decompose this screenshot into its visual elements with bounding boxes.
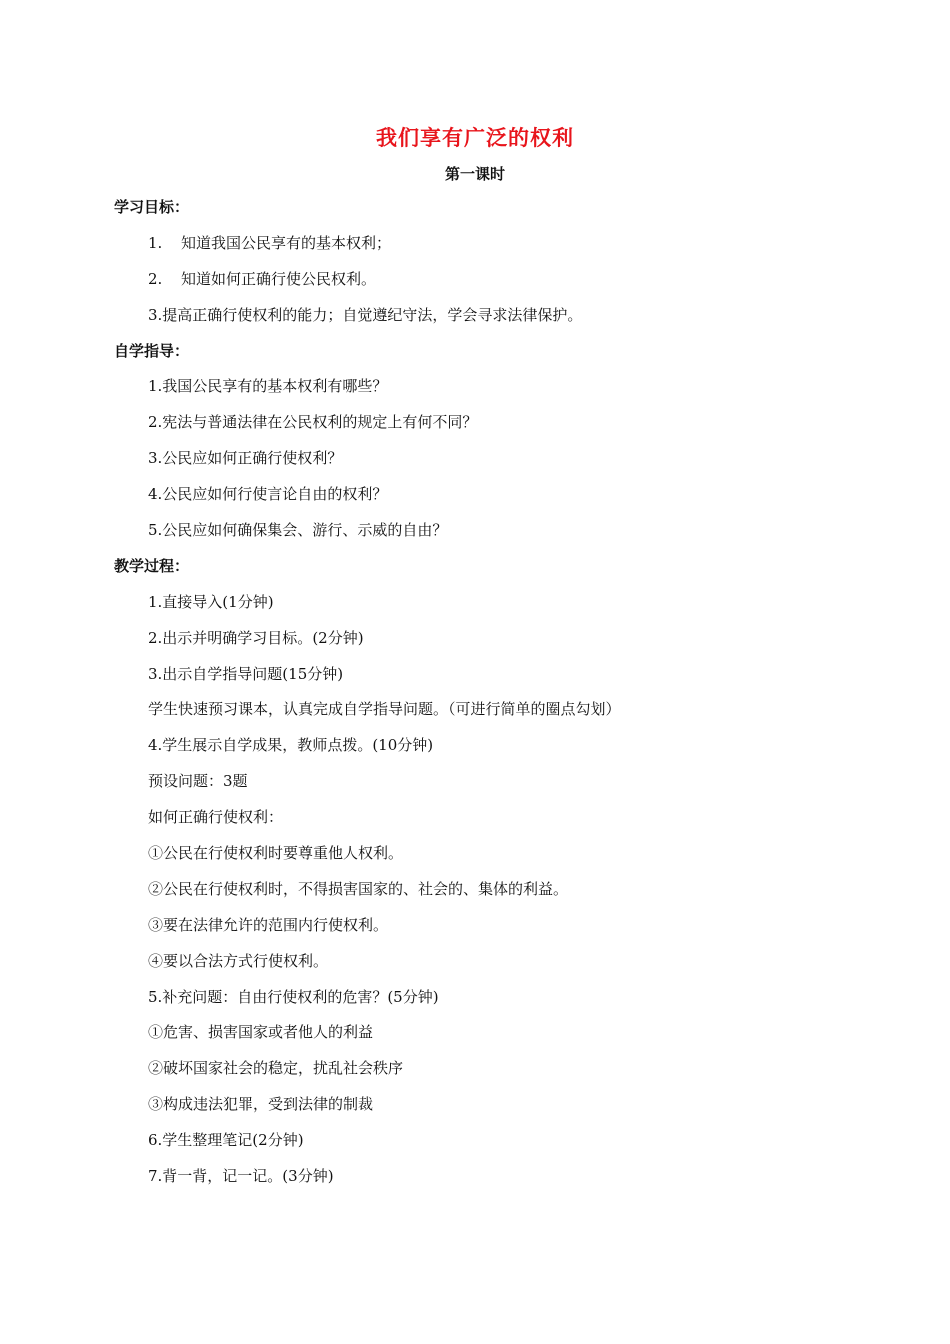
process-item: ②破坏国家社会的稳定，扰乱社会秩序: [148, 1059, 404, 1077]
process-item: ②公民在行使权利时，不得损害国家的、社会的、集体的利益。: [148, 880, 569, 898]
process-item: 3.出示自学指导问题(15分钟): [148, 665, 344, 683]
page-subtitle: 第一课时: [444, 165, 505, 183]
process-item: ①公民在行使权利时要尊重他人权利。: [148, 844, 404, 862]
process-heading: 教学过程：: [114, 557, 190, 575]
objective-number: 1.: [148, 234, 163, 252]
guidance-item: 5.公民应如何确保集会、游行、示威的自由？: [148, 521, 448, 539]
process-item: ③要在法律允许的范围内行使权利。: [148, 916, 389, 934]
process-item: 1.直接导入(1分钟): [148, 593, 274, 611]
objectives-heading: 学习目标：: [114, 198, 190, 216]
process-item: ③构成违法犯罪，受到法律的制裁: [148, 1095, 374, 1113]
process-item: 学生快速预习课本，认真完成自学指导问题。（可进行简单的圈点勾划）: [148, 700, 621, 718]
process-item: 7.背一背，记一记。(3分钟): [148, 1167, 334, 1185]
objective-number: 2.: [148, 270, 163, 288]
objective-item: [148, 233, 391, 253]
guidance-item: 1.我国公民享有的基本权利有哪些？: [148, 377, 388, 395]
page-title: 我们享有广泛的权利: [376, 126, 574, 150]
guidance-item: 4.公民应如何行使言论自由的权利？: [148, 485, 388, 503]
process-item: ④要以合法方式行使权利。: [148, 952, 329, 970]
objective-item: [148, 269, 376, 289]
objective-text: 知道我国公民享有的基本权利；: [181, 234, 392, 252]
process-item: 6.学生整理笔记(2分钟): [148, 1131, 304, 1149]
objective-text: 知道如何正确行使公民权利。: [181, 270, 377, 288]
process-item: 4.学生展示自学成果，教师点拨。(10分钟): [148, 736, 434, 754]
guidance-item: 2.宪法与普通法律在公民权利的规定上有何不同？: [148, 413, 478, 431]
process-item: 如何正确行使权利：: [148, 808, 284, 826]
guidance-heading: 自学指导：: [114, 342, 190, 360]
process-item: 预设问题：3题: [148, 772, 248, 790]
process-item: 2.出示并明确学习目标。(2分钟): [148, 629, 364, 647]
process-item: 5.补充问题：自由行使权利的危害？(5分钟): [148, 988, 439, 1006]
process-item: ①危害、损害国家或者他人的利益: [148, 1023, 374, 1041]
guidance-item: 3.公民应如何正确行使权利？: [148, 449, 343, 467]
objective-item: 3.提高正确行使权利的能力；自觉遵纪守法，学会寻求法律保护。: [148, 306, 583, 324]
